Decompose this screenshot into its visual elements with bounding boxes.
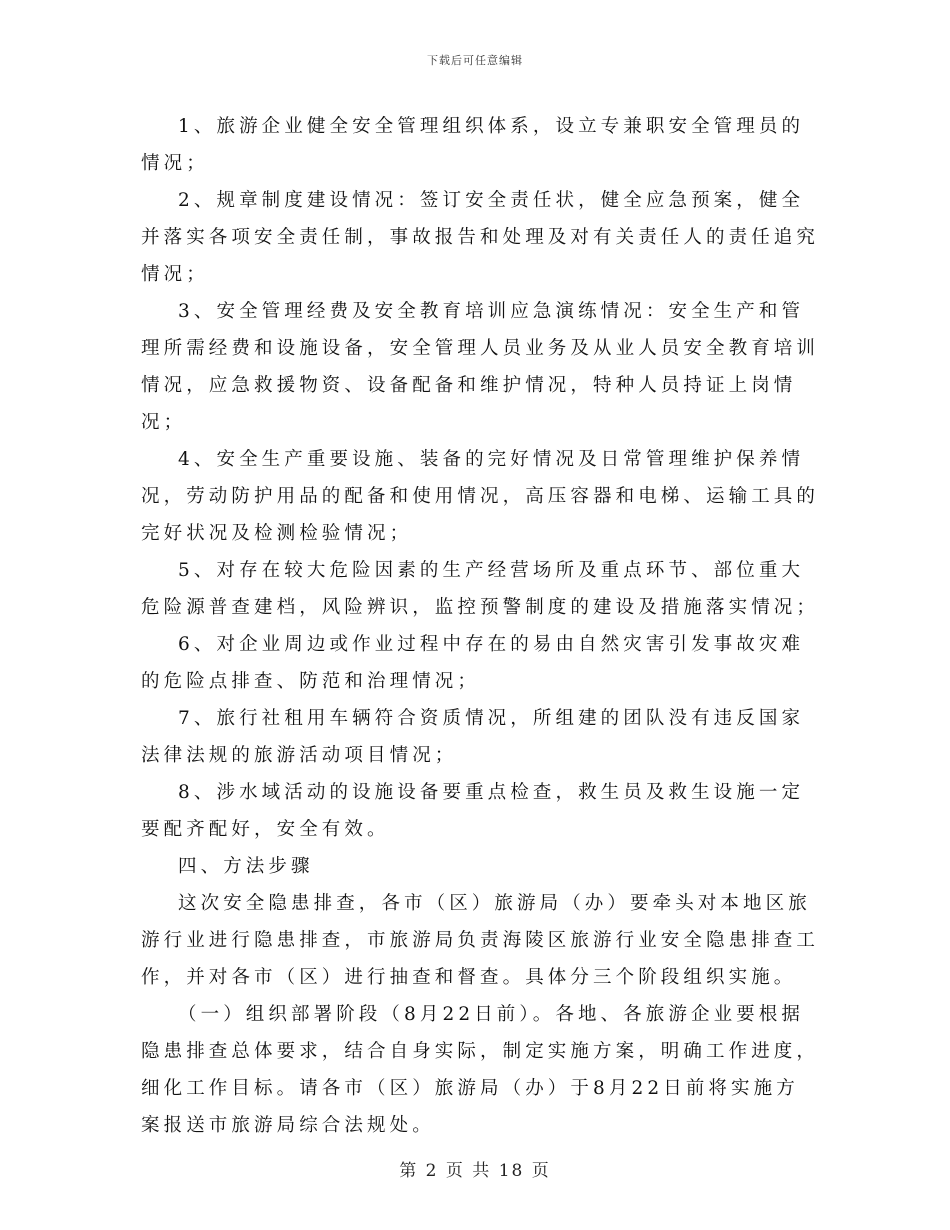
paragraph-methods-intro: 这次安全隐患排查，各市（区）旅游局（办）要牵头对本地区旅游行业进行隐患排查，市旅游局负责海陵区旅游行业安全隐患排查工作，并对各市（区）进行抽查和督查。具体分三个阶段组织实施。 <box>141 893 820 988</box>
section-heading-methods: 四、方法步骤 <box>178 856 314 877</box>
paragraph-item-1: 1、旅游企业健全安全管理组织体系，设立专兼职安全管理员的情况； <box>141 116 805 174</box>
paragraph-item-3: 3、安全管理经费及安全教育培训应急演练情况：安全生产和管理所需经费和设施设备，安全管理人员业务及从业人员安全教育培训情况，应急救援物资、设备配备和维护情况，特种人员持证上岗情况； <box>141 301 820 433</box>
page-footer: 第 2 页 共 18 页 <box>399 1161 551 1181</box>
paragraph-item-2: 2、规章制度建设情况：签订安全责任状，健全应急预案，健全并落实各项安全责任制，事故报告和处理及对有关责任人的责任追究情况； <box>141 190 820 285</box>
paragraph-item-6: 6、对企业周边或作业过程中存在的易由自然灾害引发事故灾难的危险点排查、防范和治理情况； <box>141 634 805 692</box>
paragraph-item-7: 7、旅行社租用车辆符合资质情况，所组建的团队没有违反国家法律法规的旅游活动项目情况； <box>141 708 805 766</box>
paragraph-item-5: 5、对存在较大危险因素的生产经营场所及重点环节、部位重大危险源普查建档，风险辨识，监控预警制度的建设及措施落实情况； <box>141 560 820 618</box>
paragraph-item-8: 8、涉水域活动的设施设备要重点检查，救生员及救生设施一定要配齐配好，安全有效。 <box>141 782 805 840</box>
page-header: 下载后可任意编辑 <box>427 54 523 67</box>
paragraph-item-4: 4、安全生产重要设施、装备的完好情况及日常管理维护保养情况，劳动防护用品的配备和使用情况，高压容器和电梯、运输工具的完好状况及检测检验情况； <box>141 449 820 544</box>
paragraph-stage-one: （一）组织部署阶段（8月22日前）。各地、各旅游企业要根据隐患排查总体要求，结合自身实际，制定实施方案，明确工作进度，细化工作目标。请各市（区）旅游局（办）于8月22日前将实施方案报送市旅游局综合法规处。 <box>141 1004 820 1136</box>
document-body <box>141 108 821 1144</box>
